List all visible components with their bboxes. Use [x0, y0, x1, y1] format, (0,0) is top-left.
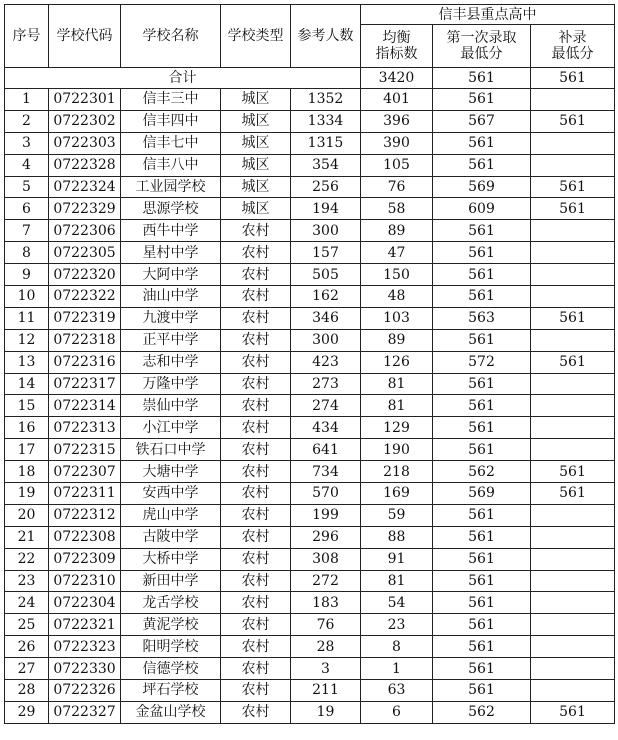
cell-balanced: 169 [361, 483, 433, 505]
table-row [5, 307, 615, 329]
cell-count: 28 [291, 636, 361, 658]
cell-type: 农村 [221, 461, 291, 483]
cell-supp [531, 373, 615, 395]
cell-name: 西牛中学 [121, 220, 221, 242]
cell-seq: 1 [5, 89, 49, 111]
cell-supp [531, 417, 615, 439]
cell-type: 农村 [221, 504, 291, 526]
cell-count: 300 [291, 329, 361, 351]
cell-name: 正平中学 [121, 329, 221, 351]
total-supp: 561 [531, 68, 615, 89]
cell-supp [531, 526, 615, 548]
cell-type: 农村 [221, 526, 291, 548]
cell-first: 562 [433, 701, 531, 723]
cell-seq: 10 [5, 286, 49, 308]
cell-supp [531, 658, 615, 680]
cell-seq: 28 [5, 680, 49, 702]
cell-type: 城区 [221, 198, 291, 220]
cell-type: 农村 [221, 242, 291, 264]
cell-first: 561 [433, 548, 531, 570]
cell-name: 龙舌学校 [121, 592, 221, 614]
cell-name: 坪石学校 [121, 680, 221, 702]
cell-code: 0722324 [49, 176, 121, 198]
cell-type: 农村 [221, 658, 291, 680]
cell-balanced: 390 [361, 132, 433, 154]
cell-balanced: 103 [361, 307, 433, 329]
table-row [5, 329, 615, 351]
cell-count: 274 [291, 395, 361, 417]
table-row [5, 286, 615, 308]
cell-code: 0722319 [49, 307, 121, 329]
cell-type: 城区 [221, 176, 291, 198]
cell-name: 大桥中学 [121, 548, 221, 570]
cell-name: 思源学校 [121, 198, 221, 220]
cell-supp [531, 614, 615, 636]
cell-type: 农村 [221, 373, 291, 395]
cell-name: 安西中学 [121, 483, 221, 505]
header-name: 学校名称 [121, 5, 221, 68]
cell-name: 万隆中学 [121, 373, 221, 395]
table-row [5, 548, 615, 570]
cell-balanced: 105 [361, 154, 433, 176]
cell-seq: 20 [5, 504, 49, 526]
cell-code: 0722311 [49, 483, 121, 505]
cell-balanced: 58 [361, 198, 433, 220]
cell-name: 大阿中学 [121, 264, 221, 286]
cell-balanced: 76 [361, 176, 433, 198]
cell-balanced: 59 [361, 504, 433, 526]
header-first-top: 第一次录取 [446, 30, 517, 46]
cell-count: 199 [291, 504, 361, 526]
cell-balanced: 396 [361, 110, 433, 132]
cell-name: 信丰八中 [121, 154, 221, 176]
cell-supp: 561 [531, 198, 615, 220]
cell-count: 734 [291, 461, 361, 483]
total-first: 561 [433, 68, 531, 89]
header-first [433, 25, 531, 68]
cell-name: 大塘中学 [121, 461, 221, 483]
cell-first: 561 [433, 395, 531, 417]
cell-name: 古陂中学 [121, 526, 221, 548]
table-row [5, 504, 615, 526]
cell-type: 农村 [221, 286, 291, 308]
cell-supp: 561 [531, 110, 615, 132]
cell-supp: 561 [531, 176, 615, 198]
cell-balanced: 8 [361, 636, 433, 658]
cell-first: 569 [433, 483, 531, 505]
cell-count: 211 [291, 680, 361, 702]
table-row [5, 701, 615, 723]
cell-name: 志和中学 [121, 351, 221, 373]
table-row [5, 680, 615, 702]
cell-balanced: 23 [361, 614, 433, 636]
cell-balanced: 218 [361, 461, 433, 483]
cell-supp [531, 570, 615, 592]
table-row [5, 395, 615, 417]
cell-supp [531, 220, 615, 242]
cell-type: 农村 [221, 220, 291, 242]
cell-count: 296 [291, 526, 361, 548]
cell-code: 0722307 [49, 461, 121, 483]
cell-first: 561 [433, 417, 531, 439]
cell-name: 崇仙中学 [121, 395, 221, 417]
cell-type: 农村 [221, 307, 291, 329]
cell-supp [531, 329, 615, 351]
table-row [5, 636, 615, 658]
cell-count: 354 [291, 154, 361, 176]
cell-name: 阳明学校 [121, 636, 221, 658]
cell-code: 0722321 [49, 614, 121, 636]
cell-seq: 13 [5, 351, 49, 373]
cell-name: 铁石口中学 [121, 439, 221, 461]
cell-balanced: 47 [361, 242, 433, 264]
cell-seq: 6 [5, 198, 49, 220]
cell-seq: 22 [5, 548, 49, 570]
cell-count: 570 [291, 483, 361, 505]
cell-name: 信丰七中 [121, 132, 221, 154]
cell-first: 561 [433, 439, 531, 461]
cell-supp [531, 439, 615, 461]
cell-first: 561 [433, 329, 531, 351]
table-row [5, 264, 615, 286]
cell-seq: 14 [5, 373, 49, 395]
cell-name: 金盆山学校 [121, 701, 221, 723]
cell-seq: 24 [5, 592, 49, 614]
header-balanced-top: 均衡 [382, 30, 411, 46]
cell-code: 0722309 [49, 548, 121, 570]
cell-type: 农村 [221, 701, 291, 723]
cell-name: 信德学校 [121, 658, 221, 680]
header-group: 信丰县重点高中 [361, 5, 615, 25]
cell-type: 农村 [221, 417, 291, 439]
table-row [5, 220, 615, 242]
cell-code: 0722305 [49, 242, 121, 264]
cell-supp [531, 132, 615, 154]
header-type: 学校类型 [221, 5, 291, 68]
cell-type: 城区 [221, 132, 291, 154]
cell-balanced: 91 [361, 548, 433, 570]
cell-count: 183 [291, 592, 361, 614]
cell-supp: 561 [531, 351, 615, 373]
cell-supp [531, 264, 615, 286]
cell-supp [531, 548, 615, 570]
cell-code: 0722329 [49, 198, 121, 220]
cell-type: 城区 [221, 89, 291, 111]
cell-supp [531, 395, 615, 417]
cell-seq: 18 [5, 461, 49, 483]
cell-code: 0722304 [49, 592, 121, 614]
cell-balanced: 48 [361, 286, 433, 308]
table-row [5, 461, 615, 483]
cell-first: 572 [433, 351, 531, 373]
table-row [5, 439, 615, 461]
cell-seq: 9 [5, 264, 49, 286]
cell-first: 561 [433, 242, 531, 264]
cell-seq: 2 [5, 110, 49, 132]
cell-count: 505 [291, 264, 361, 286]
cell-name: 星村中学 [121, 242, 221, 264]
table-row [5, 176, 615, 198]
cell-balanced: 150 [361, 264, 433, 286]
cell-count: 1334 [291, 110, 361, 132]
cell-balanced: 81 [361, 373, 433, 395]
cell-seq: 5 [5, 176, 49, 198]
cell-type: 农村 [221, 395, 291, 417]
cell-code: 0722313 [49, 417, 121, 439]
cell-seq: 7 [5, 220, 49, 242]
cell-first: 561 [433, 680, 531, 702]
header-supp-bottom: 最低分 [551, 46, 594, 62]
cell-first: 562 [433, 461, 531, 483]
table-row [5, 373, 615, 395]
admission-table [4, 4, 615, 724]
total-label: 合计 [5, 68, 361, 89]
cell-count: 194 [291, 198, 361, 220]
cell-code: 0722301 [49, 89, 121, 111]
cell-code: 0722316 [49, 351, 121, 373]
cell-name: 虎山中学 [121, 504, 221, 526]
cell-type: 农村 [221, 329, 291, 351]
cell-code: 0722317 [49, 373, 121, 395]
cell-type: 城区 [221, 110, 291, 132]
cell-seq: 4 [5, 154, 49, 176]
header-seq: 序号 [5, 5, 49, 68]
cell-code: 0722318 [49, 329, 121, 351]
cell-supp: 561 [531, 701, 615, 723]
cell-code: 0722330 [49, 658, 121, 680]
cell-first: 561 [433, 220, 531, 242]
table-row [5, 154, 615, 176]
cell-count: 19 [291, 701, 361, 723]
total-balanced: 3420 [361, 68, 433, 89]
cell-balanced: 126 [361, 351, 433, 373]
cell-supp [531, 286, 615, 308]
cell-seq: 19 [5, 483, 49, 505]
cell-count: 1315 [291, 132, 361, 154]
cell-first: 561 [433, 658, 531, 680]
cell-seq: 12 [5, 329, 49, 351]
cell-first: 561 [433, 636, 531, 658]
table-row [5, 89, 615, 111]
table-row [5, 351, 615, 373]
cell-supp [531, 636, 615, 658]
cell-seq: 8 [5, 242, 49, 264]
header-supp [531, 25, 615, 68]
cell-code: 0722326 [49, 680, 121, 702]
cell-seq: 17 [5, 439, 49, 461]
cell-count: 434 [291, 417, 361, 439]
cell-balanced: 63 [361, 680, 433, 702]
cell-balanced: 190 [361, 439, 433, 461]
table-row [5, 614, 615, 636]
cell-first: 561 [433, 504, 531, 526]
table-row [5, 417, 615, 439]
cell-count: 346 [291, 307, 361, 329]
cell-code: 0722302 [49, 110, 121, 132]
cell-code: 0722322 [49, 286, 121, 308]
cell-count: 256 [291, 176, 361, 198]
cell-first: 561 [433, 264, 531, 286]
cell-type: 农村 [221, 351, 291, 373]
cell-count: 157 [291, 242, 361, 264]
cell-type: 农村 [221, 264, 291, 286]
header-code: 学校代码 [49, 5, 121, 68]
cell-count: 76 [291, 614, 361, 636]
cell-first: 569 [433, 176, 531, 198]
cell-code: 0722323 [49, 636, 121, 658]
cell-code: 0722306 [49, 220, 121, 242]
cell-type: 农村 [221, 548, 291, 570]
total-row [5, 68, 615, 89]
cell-count: 3 [291, 658, 361, 680]
cell-type: 农村 [221, 483, 291, 505]
cell-first: 561 [433, 614, 531, 636]
cell-first: 561 [433, 373, 531, 395]
cell-first: 609 [433, 198, 531, 220]
cell-count: 300 [291, 220, 361, 242]
cell-first: 567 [433, 110, 531, 132]
cell-balanced: 1 [361, 658, 433, 680]
cell-name: 信丰四中 [121, 110, 221, 132]
cell-code: 0722303 [49, 132, 121, 154]
cell-count: 423 [291, 351, 361, 373]
cell-count: 1352 [291, 89, 361, 111]
table-row [5, 110, 615, 132]
cell-count: 273 [291, 373, 361, 395]
cell-supp [531, 89, 615, 111]
cell-seq: 16 [5, 417, 49, 439]
cell-seq: 3 [5, 132, 49, 154]
table-row [5, 198, 615, 220]
cell-code: 0722315 [49, 439, 121, 461]
cell-balanced: 89 [361, 329, 433, 351]
table-row [5, 526, 615, 548]
cell-count: 641 [291, 439, 361, 461]
cell-seq: 23 [5, 570, 49, 592]
cell-first: 561 [433, 89, 531, 111]
cell-supp [531, 242, 615, 264]
table-row [5, 592, 615, 614]
cell-supp [531, 154, 615, 176]
cell-type: 农村 [221, 680, 291, 702]
header-first-bottom: 最低分 [460, 46, 503, 62]
cell-count: 272 [291, 570, 361, 592]
cell-balanced: 88 [361, 526, 433, 548]
cell-first: 561 [433, 154, 531, 176]
cell-supp: 561 [531, 307, 615, 329]
header-balanced-bottom: 指标数 [375, 46, 418, 62]
cell-seq: 15 [5, 395, 49, 417]
cell-name: 黄泥学校 [121, 614, 221, 636]
table-row [5, 658, 615, 680]
cell-first: 561 [433, 286, 531, 308]
cell-count: 162 [291, 286, 361, 308]
header-balanced [361, 25, 433, 68]
cell-name: 九渡中学 [121, 307, 221, 329]
table-row [5, 242, 615, 264]
cell-balanced: 401 [361, 89, 433, 111]
cell-first: 561 [433, 526, 531, 548]
header-count: 参考人数 [291, 5, 361, 68]
cell-name: 新田中学 [121, 570, 221, 592]
cell-first: 563 [433, 307, 531, 329]
cell-seq: 29 [5, 701, 49, 723]
cell-type: 城区 [221, 154, 291, 176]
cell-code: 0722314 [49, 395, 121, 417]
cell-type: 农村 [221, 592, 291, 614]
cell-seq: 26 [5, 636, 49, 658]
cell-name: 工业园学校 [121, 176, 221, 198]
table-row [5, 570, 615, 592]
cell-type: 农村 [221, 439, 291, 461]
cell-type: 农村 [221, 636, 291, 658]
cell-balanced: 6 [361, 701, 433, 723]
cell-balanced: 89 [361, 220, 433, 242]
cell-supp: 561 [531, 461, 615, 483]
cell-code: 0722327 [49, 701, 121, 723]
cell-balanced: 81 [361, 570, 433, 592]
cell-count: 308 [291, 548, 361, 570]
cell-code: 0722310 [49, 570, 121, 592]
cell-type: 农村 [221, 614, 291, 636]
cell-code: 0722312 [49, 504, 121, 526]
cell-supp [531, 680, 615, 702]
cell-balanced: 81 [361, 395, 433, 417]
cell-supp [531, 592, 615, 614]
cell-first: 561 [433, 592, 531, 614]
cell-code: 0722328 [49, 154, 121, 176]
cell-name: 油山中学 [121, 286, 221, 308]
cell-seq: 11 [5, 307, 49, 329]
cell-first: 561 [433, 570, 531, 592]
cell-code: 0722308 [49, 526, 121, 548]
cell-type: 农村 [221, 570, 291, 592]
cell-seq: 25 [5, 614, 49, 636]
header-supp-top: 补录 [558, 30, 587, 46]
cell-code: 0722320 [49, 264, 121, 286]
cell-balanced: 54 [361, 592, 433, 614]
table-row [5, 483, 615, 505]
cell-supp: 561 [531, 483, 615, 505]
table-row [5, 132, 615, 154]
cell-name: 小江中学 [121, 417, 221, 439]
cell-first: 561 [433, 132, 531, 154]
cell-seq: 21 [5, 526, 49, 548]
cell-name: 信丰三中 [121, 89, 221, 111]
cell-seq: 27 [5, 658, 49, 680]
cell-supp [531, 504, 615, 526]
cell-balanced: 129 [361, 417, 433, 439]
